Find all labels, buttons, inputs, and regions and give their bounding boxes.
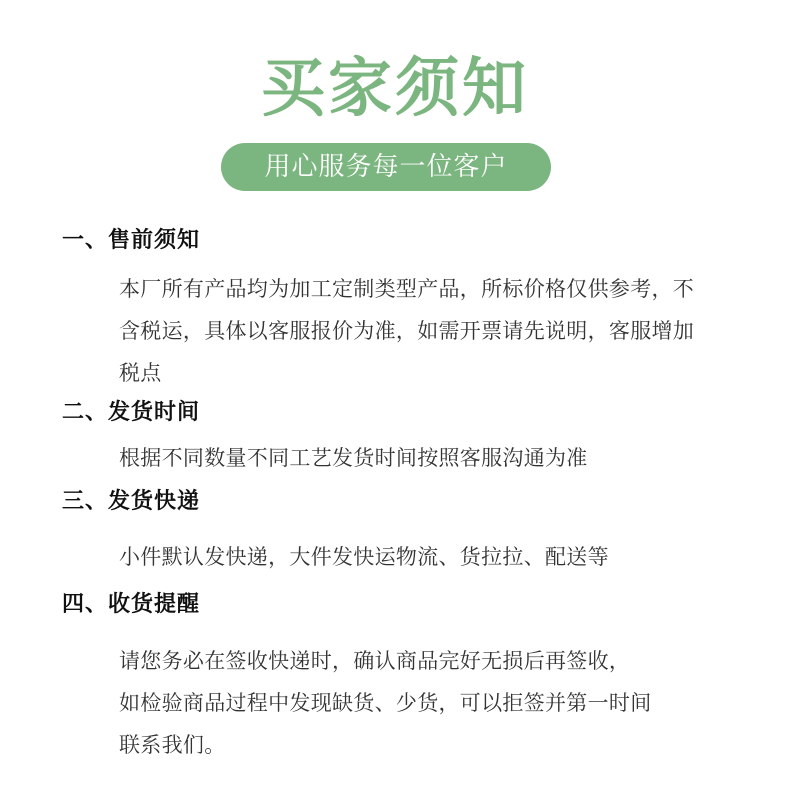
section-body-shipping-method xyxy=(119,536,772,578)
presale-text-line-1: 本厂所有产品均为加工定制类型产品，所标价格仅供参考，不 xyxy=(119,277,695,301)
receipt-reminder-text-line-1: 请您务必在签收快递时，确认商品完好无损后再签收， xyxy=(119,649,631,673)
section-body-receipt-reminder xyxy=(119,640,772,766)
shipping-method-text-line-1: 小件默认发快递，大件发快运物流、货拉拉、配送等 xyxy=(119,545,609,569)
receipt-reminder-text-line-2: 如检验商品过程中发现缺货、少货，可以拒签并第一时间 xyxy=(119,691,652,715)
receipt-reminder-text-line-3: 联系我们。 xyxy=(119,733,226,757)
section-shipping-method xyxy=(62,487,772,578)
shipping-time-text-line-1: 根据不同数量不同工艺发货时间按照客服沟通为准 xyxy=(119,446,588,470)
section-body-shipping-time xyxy=(119,437,772,479)
section-receipt-reminder xyxy=(62,590,772,766)
presale-text-line-2: 含税运，具体以客服报价为准，如需开票请先说明，客服增加 xyxy=(119,319,695,343)
page-title: 买家须知 xyxy=(261,52,529,126)
section-heading-presale: 一、售前须知 xyxy=(62,228,201,253)
section-heading-shipping-method: 三、发货快递 xyxy=(62,489,201,514)
presale-text-line-3: 税点 xyxy=(119,361,162,385)
section-presale-notice xyxy=(62,226,772,394)
section-heading-shipping-time: 二、发货时间 xyxy=(62,400,201,425)
section-body-presale xyxy=(119,268,772,394)
section-shipping-time xyxy=(62,398,772,479)
section-heading-receipt-reminder: 四、收货提醒 xyxy=(62,592,201,617)
subtitle-badge: 用心服务每一位客户 xyxy=(221,143,551,191)
